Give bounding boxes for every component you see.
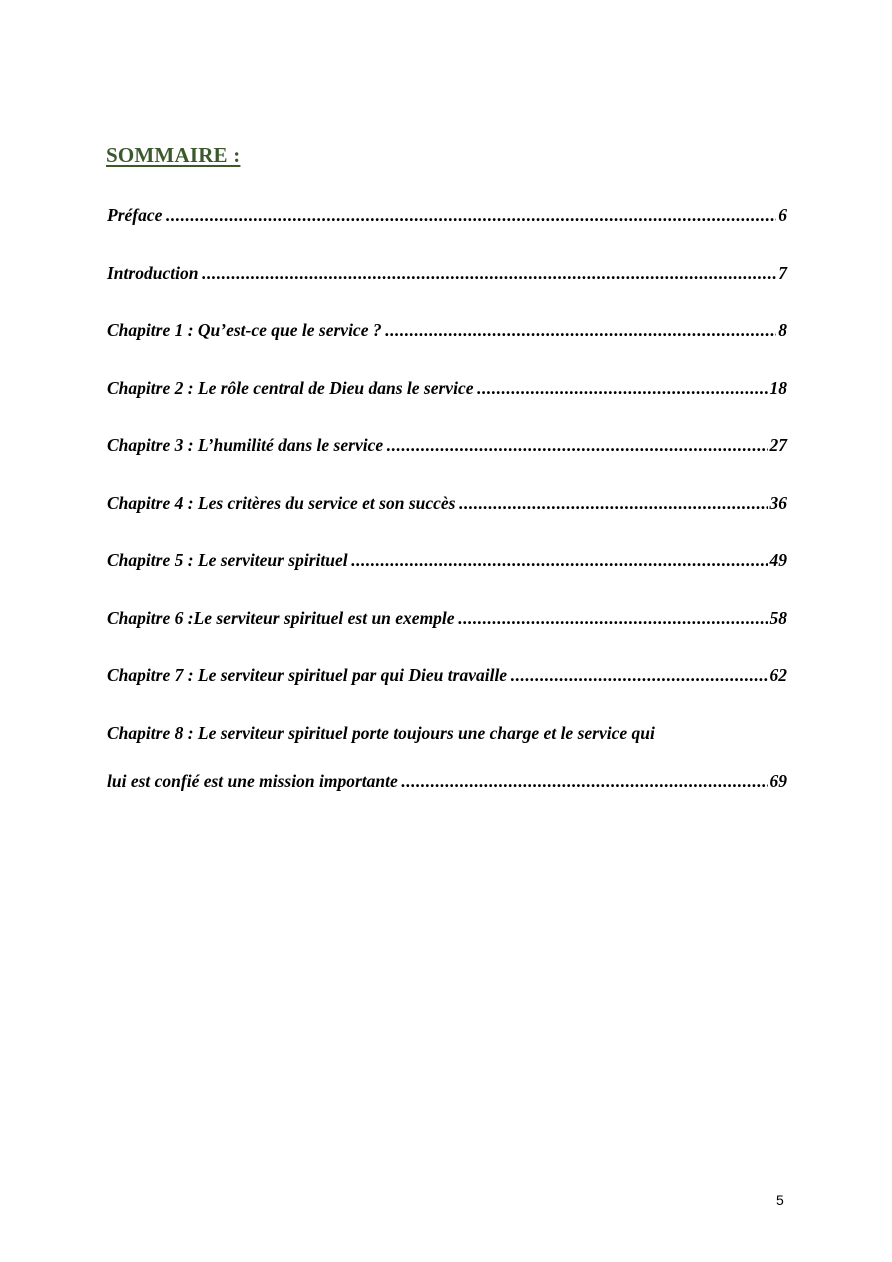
toc-dot-leader [385, 320, 777, 341]
toc-heading: SOMMAIRE : [106, 143, 241, 167]
toc-entry-page: 7 [778, 262, 787, 283]
toc-entry-title: Introduction [107, 262, 199, 283]
toc-entry-title: Chapitre 3 : L’humilité dans le service [107, 435, 384, 455]
toc-dot-leader [201, 263, 776, 284]
toc-dot-leader [476, 378, 767, 399]
toc-entry-chapter-8[interactable] [107, 723, 787, 792]
toc-entry-title: Chapitre 1 : Qu’est-ce que le service ? [107, 320, 382, 340]
toc-entry-title: Chapitre 6 :Le serviteur spirituel est un exemple [107, 607, 455, 628]
toc-entry-chapter-4[interactable] [107, 493, 787, 551]
toc-entry-page: 49 [769, 550, 787, 570]
toc-entry-page: 36 [769, 492, 787, 513]
toc-entry-chapter-6[interactable] [107, 608, 787, 666]
toc-dot-leader [351, 550, 768, 571]
toc-dot-leader [386, 435, 767, 456]
toc-entry-title: Chapitre 5 : Le serviteur spirituel [107, 550, 348, 570]
toc-entry-line-2 [107, 771, 787, 792]
toc-dot-leader [459, 493, 768, 514]
toc-entry-page: 6 [778, 205, 787, 225]
toc-entry-chapter-7[interactable] [107, 665, 787, 723]
toc-entry-page: 69 [769, 770, 787, 791]
toc-entry-title: Préface [107, 205, 163, 225]
toc-entry-page: 62 [769, 665, 787, 685]
toc-entry-chapter-1[interactable] [107, 320, 787, 378]
toc-entry-title-line-2: lui est confié est une mission importante [107, 770, 398, 791]
toc-entry-chapter-3[interactable] [107, 435, 787, 493]
toc-dot-leader [458, 608, 768, 629]
page-number: 5 [776, 1192, 784, 1208]
table-of-contents [107, 205, 787, 792]
toc-dot-leader [401, 771, 768, 792]
toc-entry-page: 18 [769, 377, 787, 398]
toc-dot-leader [165, 205, 776, 226]
toc-dot-leader [510, 665, 767, 686]
toc-entry-page: 58 [769, 607, 787, 628]
toc-entry-chapter-5[interactable] [107, 550, 787, 608]
toc-entry-title: Chapitre 7 : Le serviteur spirituel par qui Dieu travaille [107, 665, 508, 685]
toc-entry-title: Chapitre 4 : Les critères du service et son succès [107, 492, 456, 513]
toc-entry-introduction[interactable] [107, 263, 787, 321]
toc-entry-title: Chapitre 2 : Le rôle central de Dieu dans le service [107, 377, 474, 398]
toc-entry-chapter-2[interactable] [107, 378, 787, 436]
toc-entry-page: 8 [778, 320, 787, 340]
toc-entry-preface[interactable] [107, 205, 787, 263]
toc-entry-page: 27 [769, 435, 787, 455]
toc-entry-title-line-1: Chapitre 8 : Le serviteur spirituel porte toujours une charge et le service qui [107, 722, 655, 743]
